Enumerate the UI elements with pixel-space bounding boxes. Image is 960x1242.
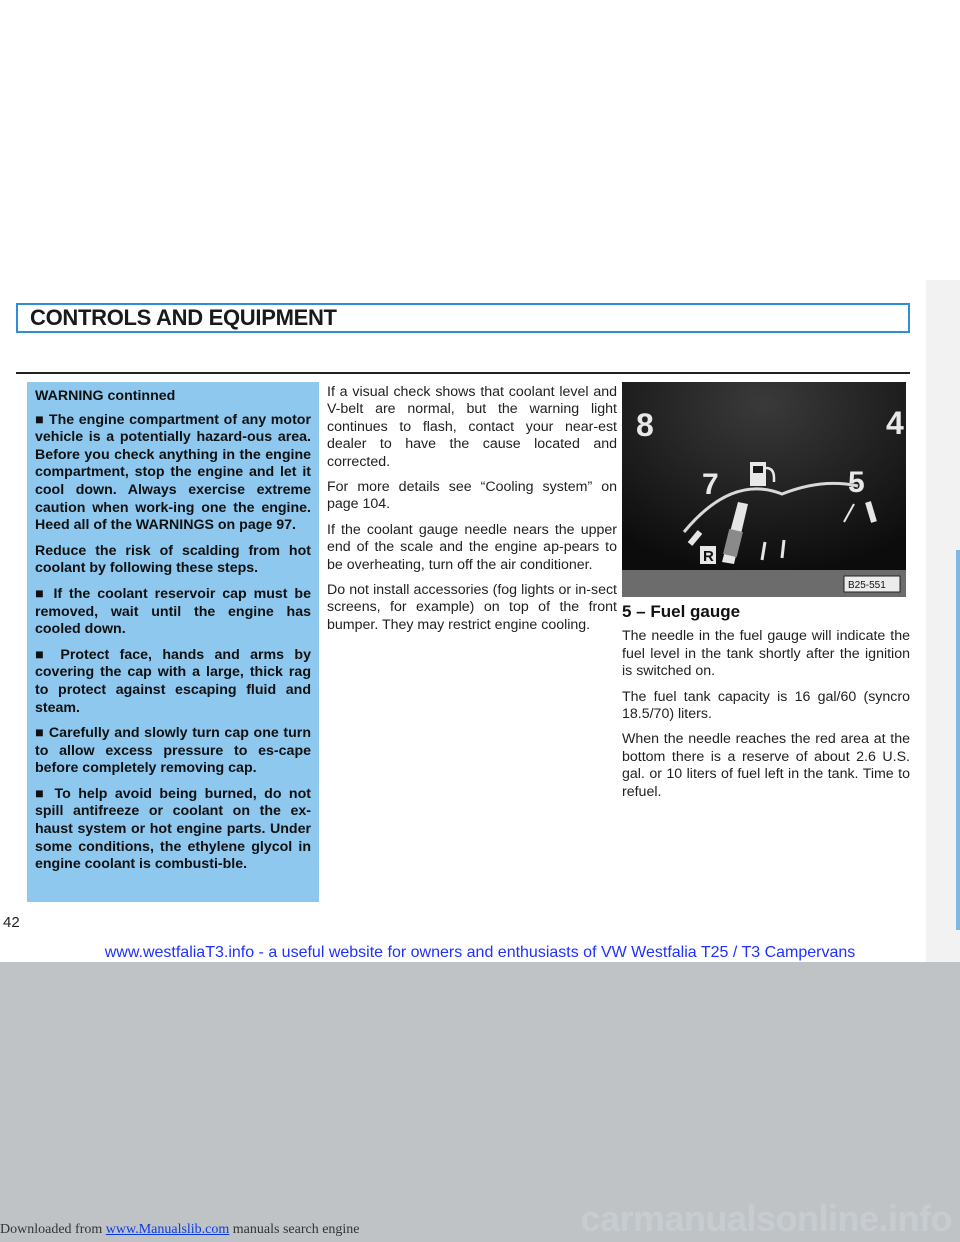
section-heading: 5 – Fuel gauge (622, 602, 741, 621)
warning-paragraph: ■ Carefully and slowly turn cap one turn to allow excess pressure to es-cape before completely removing cap. (35, 725, 311, 777)
body-paragraph: The needle in the fuel gauge will indicate the fuel level in the tank shortly after the ignition is switched on. (622, 628, 910, 680)
gauge-label-7: 7 (702, 468, 719, 501)
figure-code: B25-551 (848, 580, 886, 591)
fuel-gauge-section (622, 603, 910, 809)
middle-column (327, 384, 617, 642)
warning-paragraph: ■ Protect face, hands and arms by covering the cap with a large, thick rag to protect against escaping fluid and steam. (35, 646, 311, 716)
warning-paragraph: ■ The engine compartment of any motor vehicle is a potentially hazard-ous area. Before you check anything in the engine compartment, stop the engine and let it cool down. Always exercise extreme caution when work-ing one the engine. Heed all of the WARNINGS on page 97. (35, 411, 311, 534)
body-paragraph: For more details see “Cooling system” on page 104. (327, 479, 617, 513)
gauge-label-8: 8 (636, 407, 654, 443)
footer-prefix: Downloaded from (0, 1222, 106, 1237)
adjacent-page-warning-edge (956, 550, 960, 930)
body-paragraph: If the coolant gauge needle nears the upper end of the scale and the engine ap-pears to be overheating, turn off the air conditioner. (327, 521, 617, 573)
manualslib-link[interactable]: www.Manualslib.com (105, 1222, 230, 1237)
download-footer (0, 1222, 360, 1238)
body-paragraph: The fuel tank capacity is 16 gal/60 (syncro 18.5/70) liters. (622, 688, 910, 723)
page-title: CONTROLS AND EQUIPMENT (30, 305, 343, 331)
watermark-logo: carmanualsonline.info (580, 1198, 952, 1239)
warning-title: WARNING continned (35, 388, 176, 404)
body-paragraph: Do not install accessories (fog lights or in-sect screens, for example) on top of the front bumper. They may restrict engine cooling. (327, 582, 617, 633)
warning-paragraph: Reduce the risk of scalding from hot coolant by following these steps. (35, 542, 311, 577)
header-rule (16, 372, 910, 374)
warning-box (27, 382, 319, 902)
website-banner-link[interactable]: www.westfaliaT3.info - a useful website for owners and enthusiasts of VW Westfalia T25 / T3 Campervans (104, 944, 856, 961)
page-number: 42 (3, 914, 20, 931)
body-paragraph: If a visual check shows that coolant level and V-belt are normal, but the warning light continues to flash, contact your near-est dealer to have the cause located and corrected. (327, 384, 617, 470)
warning-paragraph: ■ To help avoid being burned, do not spill antifreeze or coolant on the ex-haust system or hot engine parts. Under some conditions, the ethylene glycol in engine coolant is combusti-ble. (35, 785, 311, 873)
fuel-gauge-illustration (622, 382, 906, 597)
warning-paragraph: ■ If the coolant reservoir cap must be removed, wait until the engine has cooled down. (35, 585, 311, 638)
gauge-tick (782, 540, 784, 558)
footer-suffix: manuals search engine (229, 1222, 360, 1237)
gauge-label-5: 5 (848, 466, 865, 499)
body-paragraph: When the needle reaches the red area at the bottom there is a reserve of about 2.6 U.S. gal. or 10 liters of fuel left in the tank. Time to refuel. (622, 731, 910, 800)
fuel-gauge-photo (622, 382, 906, 597)
gauge-label-4: 4 (886, 405, 904, 441)
gauge-label-r: R (703, 548, 714, 565)
adjacent-page-edge (926, 280, 960, 962)
